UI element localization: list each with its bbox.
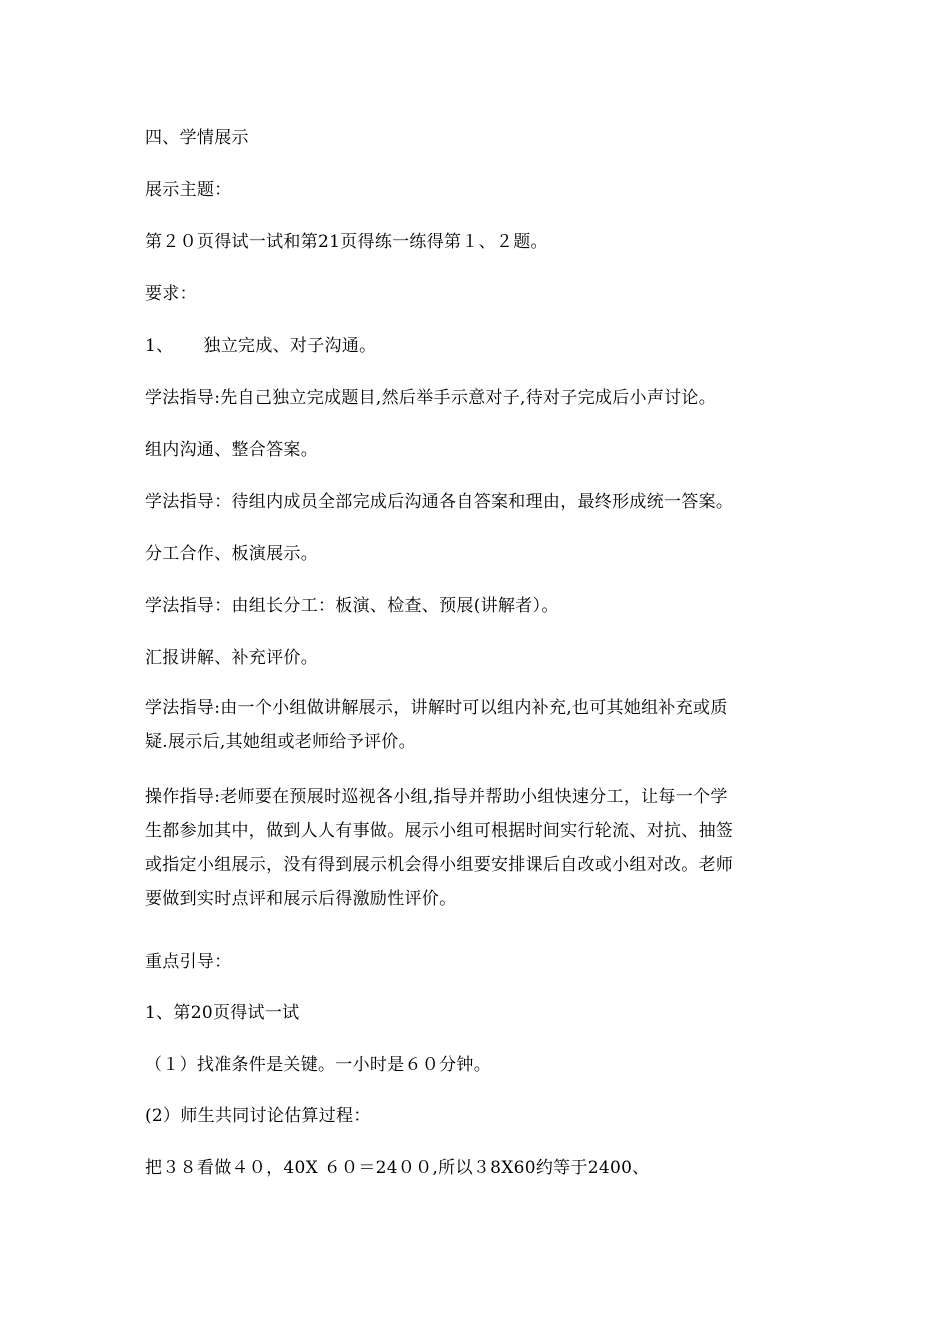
guide-2: 学法指导：待组内成员全部完成后沟通各自答案和理由，最终形成统一答案。 — [145, 492, 734, 512]
operation-guide-line: 生都参加其中，做到人人有事做。展示小组可根据时间实行轮流、对抗、抽签 — [145, 821, 734, 841]
guide-4-line: 疑.展示后,其她组或老师给予评价。 — [145, 732, 416, 752]
calculation-line: 把３８看做４０，40X ６０＝24００,所以３8X60约等于2400、 — [145, 1158, 650, 1178]
focus-item-1-sub-1: （１）找准条件是关键。一小时是６０分钟。 — [145, 1055, 491, 1075]
requirement-1-number: 1、 — [145, 336, 174, 356]
operation-guide-line: 要做到实时点评和展示后得激励性评价。 — [145, 889, 457, 909]
focus-item-1: 1、第20页得试一试 — [145, 1003, 300, 1023]
theme-text: 第２０页得试一试和第21页得练一练得第１、２题。 — [145, 232, 548, 252]
requirement-4: 汇报讲解、补充评价。 — [145, 648, 318, 668]
operation-guide-line: 或指定小组展示，没有得到展示机会得小组要安排课后自改或小组对改。老师 — [145, 855, 734, 875]
requirements-label: 要求： — [145, 284, 197, 304]
operation-guide-line: 操作指导:老师要在预展时巡视各小组,指导并帮助小组快速分工，让每一个学 — [145, 787, 728, 807]
guide-4-line: 学法指导:由一个小组做讲解展示，讲解时可以组内补充,也可其她组补充或质 — [145, 698, 728, 718]
requirement-1-text: 独立完成、对子沟通。 — [203, 336, 377, 356]
guide-4 — [145, 691, 815, 759]
guide-3: 学法指导：由组长分工：板演、检查、预展(讲解者）。 — [145, 596, 559, 616]
requirement-1 — [145, 336, 815, 356]
requirement-2: 组内沟通、整合答案。 — [145, 440, 318, 460]
focus-label: 重点引导： — [145, 952, 232, 972]
focus-item-1-sub-2: (2）师生共同讨论估算过程： — [145, 1106, 371, 1126]
operation-guide — [145, 780, 815, 916]
section-heading: 四、学情展示 — [145, 128, 249, 148]
guide-1: 学法指导:先自己独立完成题目,然后举手示意对子,待对子完成后小声讨论。 — [145, 388, 717, 408]
theme-label: 展示主题： — [145, 180, 232, 200]
requirement-3: 分工合作、板演展示。 — [145, 544, 318, 564]
